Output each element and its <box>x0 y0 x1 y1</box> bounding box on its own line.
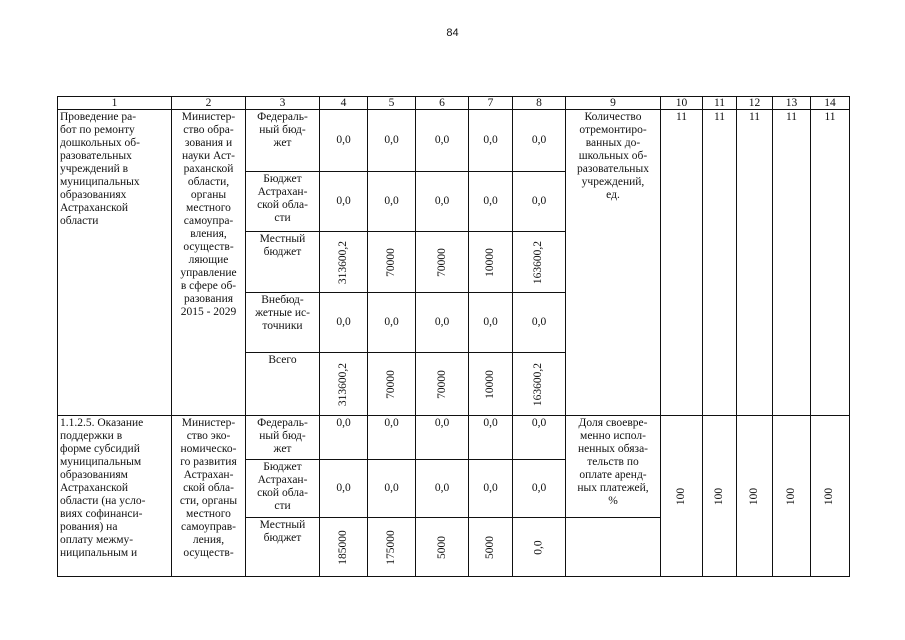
header-cell: 11 <box>703 97 737 110</box>
funding-source: Бюджет Астрахан- ской обла- сти <box>257 461 308 512</box>
header-cell: 1 <box>58 97 172 110</box>
value-text: 0,0 <box>532 539 545 555</box>
page-number: 84 <box>446 27 459 39</box>
value-cell: 0,0 <box>416 172 469 232</box>
header-cell: 5 <box>368 97 416 110</box>
executor-name: Министер- ство эко- номическо- го развития Астрахан- ской обла- сти, органы местного самоуправ- ления, осуществ- <box>179 417 238 559</box>
value-cell: 0,0 <box>320 172 368 232</box>
value-cell: 0,0 <box>368 172 416 232</box>
table-row <box>58 416 850 460</box>
indicator-name: Количество отремонтиро- ванных до- школьных об- разовательных учреждений, ед. <box>577 111 649 201</box>
value-text: 100 <box>785 487 797 505</box>
value-text: 313600,2 <box>337 240 349 284</box>
value-cell: 0,0 <box>469 416 513 460</box>
value-cell <box>469 232 513 293</box>
header-cell: 8 <box>513 97 566 110</box>
funding-source: Внебюд- жетные ис- точники <box>255 294 310 332</box>
table-row <box>58 110 850 172</box>
empty-cell <box>566 518 661 577</box>
header-cell: 4 <box>320 97 368 110</box>
activity-name: 1.1.2.5. Оказание поддержки в форме субсидий муниципальным образованиям Астраханской области (на усло- виях софинанси- рования) на оплату межму- ниципальным и <box>60 417 146 559</box>
header-cell: 6 <box>416 97 469 110</box>
indicator-value <box>703 416 737 577</box>
executor-name: Министер- ство обра- зования и науки Аст- раханской области, органы местного самоупра- вления, осуществ- ляющие управление в сфере об- разования 2015 - 2029 <box>180 111 237 318</box>
value-text: 185000 <box>337 529 349 565</box>
value-cell: 0,0 <box>469 293 513 353</box>
value-text: 313600,2 <box>337 362 349 406</box>
header-cell: 10 <box>661 97 703 110</box>
indicator-value: 11 <box>703 110 737 416</box>
value-cell <box>416 518 469 577</box>
value-cell: 0,0 <box>469 460 513 518</box>
value-cell: 0,0 <box>416 293 469 353</box>
value-cell <box>416 232 469 293</box>
value-cell <box>469 353 513 416</box>
indicator-value <box>661 416 703 577</box>
indicator-cell <box>566 110 661 416</box>
value-text: 70000 <box>435 247 448 277</box>
source-cell <box>246 110 320 172</box>
funding-source: Всего <box>268 354 297 366</box>
value-text: 100 <box>823 487 836 505</box>
indicator-value: 11 <box>773 110 811 416</box>
value-cell: 0,0 <box>416 416 469 460</box>
header-cell: 3 <box>246 97 320 110</box>
value-text: 175000 <box>385 529 397 565</box>
value-text: 70000 <box>435 369 448 399</box>
value-cell: 0,0 <box>513 172 566 232</box>
value-text: 10000 <box>484 369 496 399</box>
value-cell: 0,0 <box>469 172 513 232</box>
value-cell <box>368 518 416 577</box>
value-cell <box>320 518 368 577</box>
value-cell <box>513 518 566 577</box>
value-cell: 0,0 <box>368 110 416 172</box>
funding-source: Местный бюджет <box>259 233 306 258</box>
value-cell <box>513 232 566 293</box>
value-text: 5000 <box>435 535 448 559</box>
indicator-value <box>811 416 850 577</box>
indicator-value: 11 <box>811 110 850 416</box>
value-text: 100 <box>748 487 760 505</box>
indicator-name: Доля своевре- менно испол- ненных обяза- тельств по оплате аренд- ных платежей, % <box>577 417 649 507</box>
funding-source: Местный бюджет <box>259 519 306 544</box>
value-text: 163600,2 <box>532 240 545 284</box>
value-text: 100 <box>713 487 725 505</box>
indicator-value <box>737 416 773 577</box>
header-cell: 2 <box>172 97 246 110</box>
header-cell: 14 <box>811 97 850 110</box>
value-cell <box>513 353 566 416</box>
value-cell: 0,0 <box>368 460 416 518</box>
value-cell <box>320 353 368 416</box>
indicator-value: 11 <box>661 110 703 416</box>
value-text: 70000 <box>385 369 397 399</box>
source-cell <box>246 232 320 293</box>
source-cell <box>246 353 320 416</box>
value-text: 10000 <box>484 247 496 277</box>
value-cell: 0,0 <box>416 460 469 518</box>
executor-cell <box>172 110 246 416</box>
executor-cell <box>172 416 246 577</box>
header-cell: 7 <box>469 97 513 110</box>
value-cell: 0,0 <box>320 293 368 353</box>
value-cell <box>368 353 416 416</box>
value-cell <box>368 232 416 293</box>
activity-name: Проведение ра- бот по ремонту дошкольных об- разовательных учреждений в муниципальных образованиях Астраханской области <box>60 111 140 227</box>
source-cell <box>246 518 320 577</box>
activity-name-cell <box>58 110 172 416</box>
value-text: 5000 <box>484 535 496 559</box>
value-cell <box>320 232 368 293</box>
value-cell: 0,0 <box>320 460 368 518</box>
funding-source: Бюджет Астрахан- ской обла- сти <box>257 173 308 224</box>
funding-source: Федераль- ный бюд- жет <box>257 111 308 149</box>
source-cell <box>246 416 320 460</box>
source-cell <box>246 172 320 232</box>
value-cell: 0,0 <box>513 293 566 353</box>
value-cell: 0,0 <box>368 293 416 353</box>
header-row <box>58 97 850 110</box>
funding-source: Федераль- ный бюд- жет <box>257 417 308 455</box>
value-cell <box>469 518 513 577</box>
value-text: 70000 <box>385 247 397 277</box>
header-cell: 13 <box>773 97 811 110</box>
source-cell <box>246 460 320 518</box>
activity-name-cell <box>58 416 172 577</box>
value-cell: 0,0 <box>513 110 566 172</box>
value-cell: 0,0 <box>368 416 416 460</box>
value-cell: 0,0 <box>513 460 566 518</box>
value-cell: 0,0 <box>416 110 469 172</box>
source-cell <box>246 293 320 353</box>
value-cell: 0,0 <box>469 110 513 172</box>
value-text: 163600,2 <box>532 362 545 406</box>
budget-table <box>57 96 850 577</box>
indicator-value <box>773 416 811 577</box>
value-cell: 0,0 <box>320 416 368 460</box>
value-cell: 0,0 <box>320 110 368 172</box>
header-cell: 9 <box>566 97 661 110</box>
indicator-cell <box>566 416 661 518</box>
header-cell: 12 <box>737 97 773 110</box>
indicator-value: 11 <box>737 110 773 416</box>
value-cell: 0,0 <box>513 416 566 460</box>
value-cell <box>416 353 469 416</box>
value-text: 100 <box>675 487 687 505</box>
